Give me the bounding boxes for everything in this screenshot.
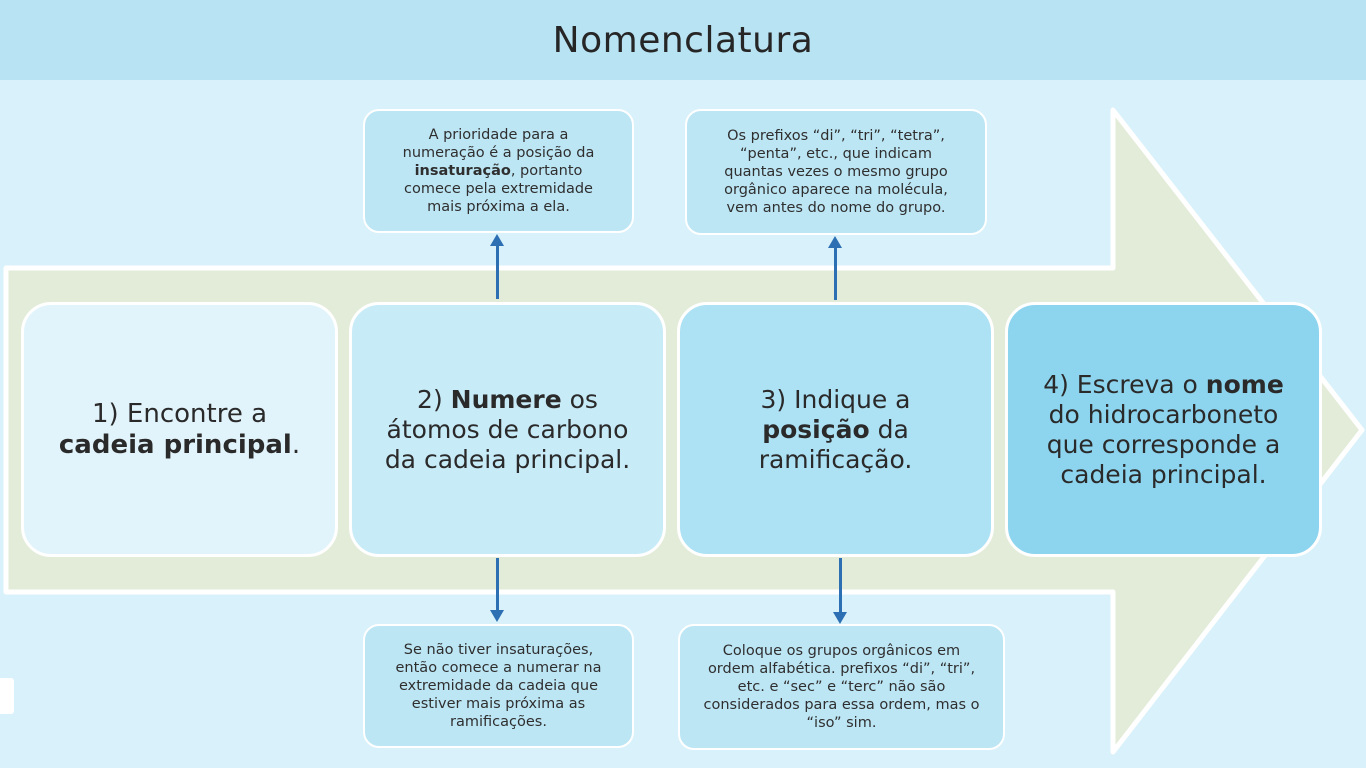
connector-step-2-up [496,244,499,299]
arrowhead-step-3-up [828,236,842,248]
step-2-text-a: 2) [417,384,451,414]
step-2-text [374,385,641,475]
step-4-text-a: 4) Escreva o [1043,369,1206,399]
connector-step-3-down [839,558,842,614]
step-4-text [1028,370,1299,490]
step-1-text-a: 1) Encontre a [91,398,268,429]
note-step-2-top-text [389,126,608,216]
connector-step-3-up [834,246,837,300]
step-2-text-c: os átomos de carbono da cadeia principal. [384,384,631,474]
step-4-box [1005,302,1322,557]
step-3-text-c: da ramificação. [758,414,913,474]
arrowhead-step-2-down [490,610,504,622]
note-step-2-top-text-c: , portanto comece pela extremidade mais próxima a ela. [404,163,593,215]
step-3-text-bold: posição [762,414,870,444]
note-step-2-bottom-text: Se não tiver insaturações, então comece a numerar na extremidade da cadeia que estiver mais próxima as ramificações. [395,642,602,730]
step-1-box [21,302,338,557]
note-step-3-top-text: Os prefixos “di”, “tri”, “tetra”, “penta”, etc., que indicam quantas vezes o mesmo grupo orgânico aparece na molécula, vem antes do nome do grupo. [724,128,948,216]
side-panel-tab[interactable] [0,678,14,714]
note-step-3-top [685,109,987,235]
step-1-text [42,399,317,461]
step-3-text-a: 3) Indique a [760,384,911,414]
note-step-2-top [363,109,634,233]
step-4-text-bold: nome [1205,369,1284,399]
note-step-2-bottom [363,624,634,748]
arrowhead-step-3-down [833,612,847,624]
note-step-2-top-text-bold: insaturação [414,163,511,179]
step-4-text-c: do hidrocarboneto que corresponde a cadeia principal. [1046,399,1281,489]
step-3-box [677,302,994,557]
arrowhead-step-2-up [490,234,504,246]
note-step-2-top-text-a: A prioridade para a numeração é a posição da [402,127,595,161]
step-1-text-c: . [291,429,301,460]
note-step-3-bottom [678,624,1005,750]
step-3-text [730,385,941,475]
connector-step-2-down [496,558,499,612]
page-title: Nomenclatura [552,19,814,61]
step-1-text-bold: cadeia principal [58,429,292,460]
step-2-text-bold: Numere [450,384,562,414]
step-2-box [349,302,666,557]
note-step-3-bottom-text: Coloque os grupos orgânicos em ordem alfabética. prefixos “di”, “tri”, etc. e “sec” e “terc” não são considerados para essa ordem, mas o “iso” sim. [703,643,980,731]
